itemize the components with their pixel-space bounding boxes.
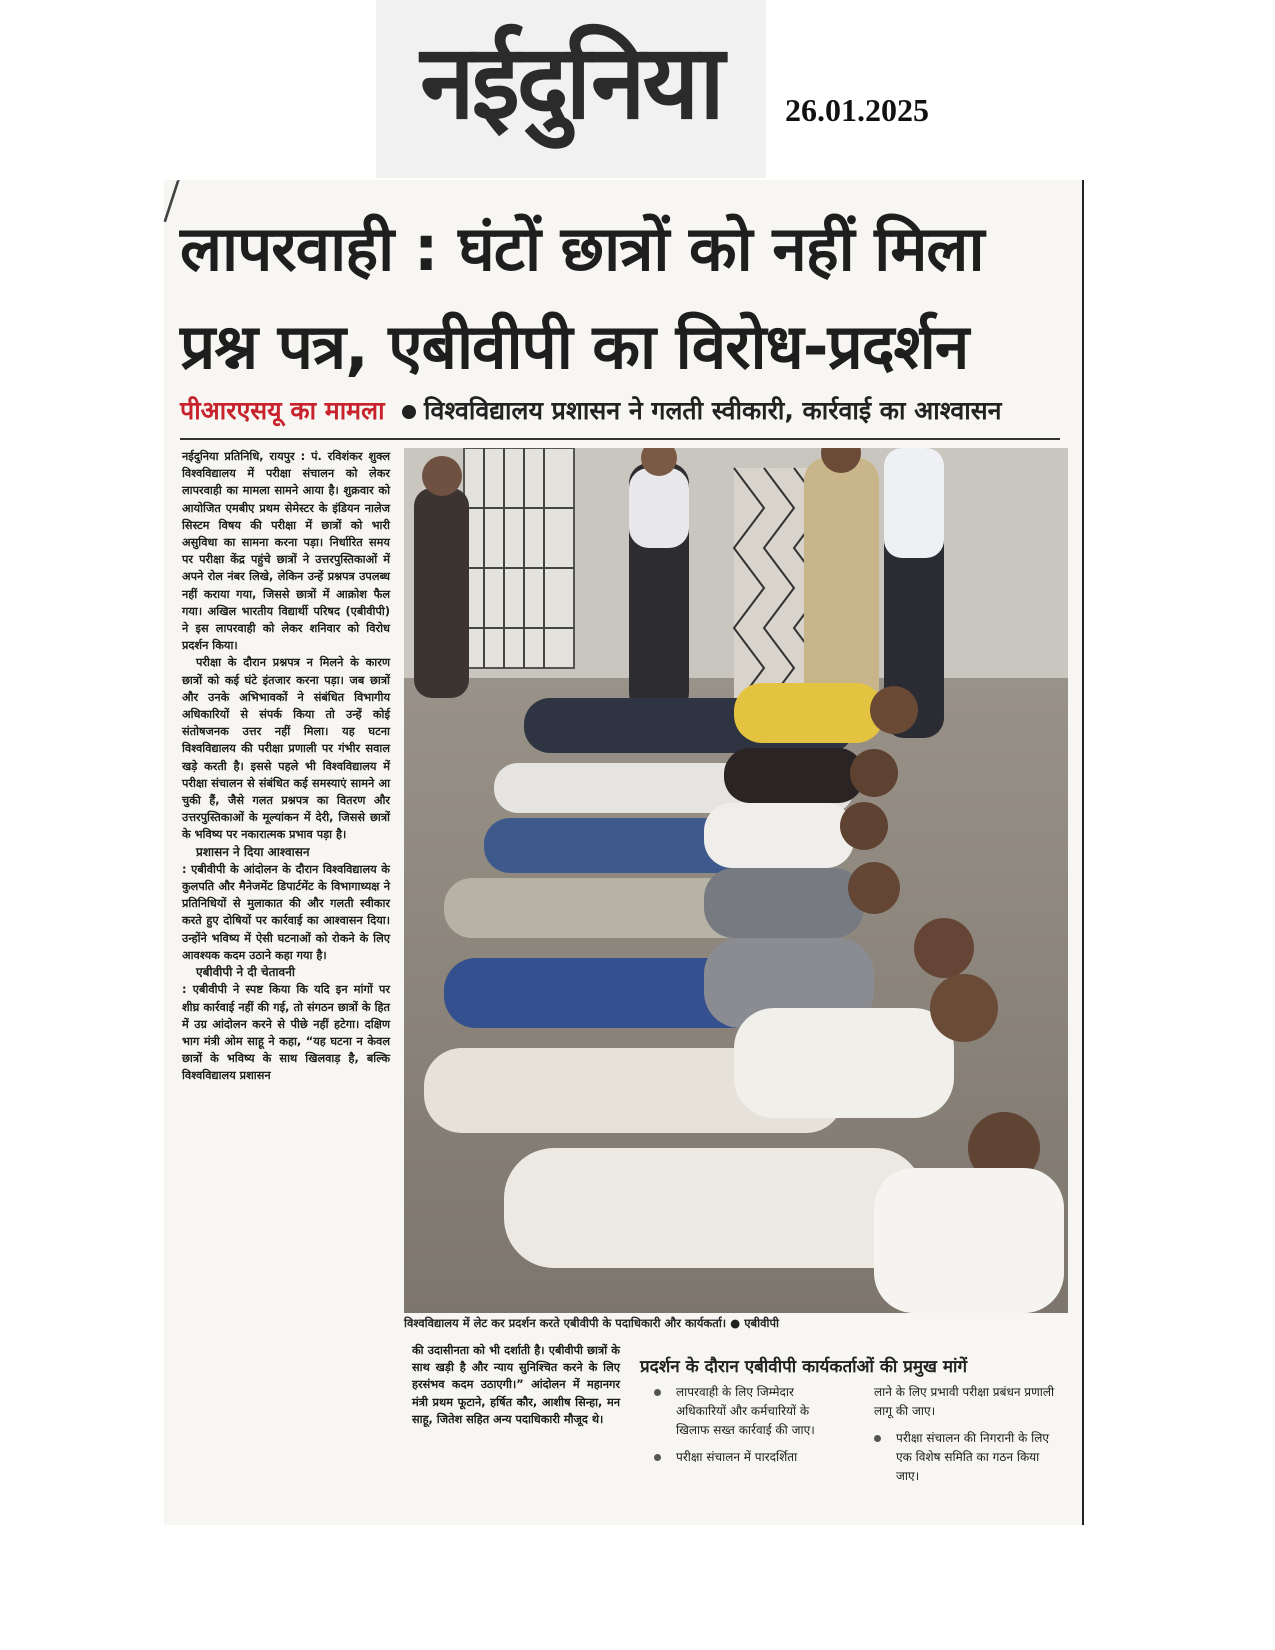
photo-caption: विश्वविद्यालय में लेट कर प्रदर्शन करते एबीवीपी के पदाधिकारी और कार्यकर्ता। ● एबीवीपी (404, 1316, 779, 1330)
section-subheading: प्रशासन ने दिया आश्वासन (196, 844, 310, 859)
paragraph: परीक्षा के दौरान प्रश्नपत्र न मिलने के कारण छात्रों को कई घंटे इंतजार करना पड़ा। जब छात्रों और उनके अभिभावकों ने संबंधित विभागीय अधिकारियों से संपर्क किया तो उन्हें कोई संतोषजनक उत्तर नहीं मिला। यह घटना विश्वविद्यालय की परीक्षा प्रणाली पर गंभीर सवाल खड़े करती है। इससे पहले भी विश्वविद्यालय में परीक्षा संचालन से संबंधित कई समस्याएं सामने आ चुकी हैं, जैसे गलत प्रश्नपत्र का वितरण और उत्तरपुस्तिकाओं के मूल्यांकन में देरी, जिससे छात्रों के भविष्य पर नकारात्मक प्रभाव पड़ा है। (182, 656, 390, 842)
edition-date: 26.01.2025 (785, 92, 929, 128)
protest-photo-illustration (404, 448, 1068, 1313)
subheadline (402, 393, 1002, 427)
demands-heading: प्रदर्शन के दौरान एबीवीपी कार्यकर्ताओं की प्रमुख मांगें (640, 1357, 968, 1377)
demand-text: लापरवाही के लिए जिम्मेदार अधिकारियों और कर्मचारियों के खिलाफ सख्त कार्रवाई की जाए। (676, 1385, 815, 1437)
article-column-2 (412, 1342, 620, 1428)
headline-line-2: प्रश्न पत्र, एबीवीपी का विरोध-प्रदर्शन (180, 310, 969, 383)
section-subheading: एबीवीपी ने दी चेतावनी (196, 965, 295, 980)
demand-text: लाने के लिए प्रभावी परीक्षा प्रबंधन प्रणाली लागू की जाए। (874, 1385, 1055, 1418)
bullet-icon (654, 1389, 661, 1396)
article-column-1 (182, 448, 390, 1085)
bullet-icon (874, 1435, 881, 1442)
paragraph: : एबीवीपी के आंदोलन के दौरान विश्वविद्यालय के कुलपति और मैनेजमेंट डिपार्टमेंट के विभागाध्यक्ष ने प्रतिनिधियों से मुलाकात की और गलती स्वीकार करते हुए दोषियों पर कार्रवाई का आश्वासन दिया। उन्होंने भविष्य में ऐसी घटनाओं को रोकने के लिए आवश्यक कदम उठाने कहा गया है। (182, 862, 390, 962)
headline-rule (180, 438, 1060, 440)
paragraph: नईदुनिया प्रतिनिधि, रायपुर : पं. रविशंकर शुक्ल विश्वविद्यालय में परीक्षा संचालन को लेकर लापरवाही का मामला सामने आया है। शुक्रवार को आयोजित एमबीए प्रथम सेमेस्टर के इंडियन नालेज सिस्टम विषय की परीक्षा में छात्रों को भारी असुविधा का सामना करना पड़ा। निर्धारित समय पर परीक्षा केंद्र पहुंचे छात्रों ने उत्तरपुस्तिकाओं में अपने रोल नंबर लिखे, लेकिन उन्हें प्रश्नपत्र उपलब्ध नहीं कराया गया, जिससे छात्रों में आक्रोश फैल गया। अखिल भारतीय विद्यार्थी परिषद (एबीवीपी) ने इस लापरवाही को लेकर शनिवार को विरोध प्रदर्शन किया। (182, 450, 390, 653)
protest-photo (404, 448, 1068, 1313)
clipping-edge (1082, 180, 1084, 1525)
bullet-icon (654, 1454, 661, 1461)
demand-item (650, 1448, 840, 1467)
demand-item-continued (874, 1383, 1060, 1421)
demands-column-right (870, 1383, 1060, 1494)
demands-column-left (650, 1383, 840, 1475)
demand-text: परीक्षा संचालन की निगरानी के लिए एक विशेष समिति का गठन किया जाए। (896, 1431, 1049, 1483)
subheadline-text: विश्वविद्यालय प्रशासन ने गलती स्वीकारी, कार्रवाई का आश्वासन (424, 396, 1002, 425)
paragraph: : एबीवीपी ने स्पष्ट किया कि यदि इन मांगों पर शीघ्र कार्रवाई नहीं की गई, तो संगठन छात्रों के हित में उग्र आंदोलन करने से पीछे नहीं हटेगा। दक्षिण भाग मंत्री ओम साहू ने कहा, “यह घटना न केवल छात्रों के भविष्य के साथ खिलवाड़ है, बल्कि विश्वविद्यालय प्रशासन (182, 983, 390, 1083)
demand-text: परीक्षा संचालन में पारदर्शिता (676, 1450, 798, 1464)
newspaper-masthead (376, 0, 766, 178)
demand-item (650, 1383, 840, 1440)
paragraph: की उदासीनता को भी दर्शाती है। एबीवीपी छात्रों के साथ खड़ी है और न्याय सुनिश्चित करने के लिए हरसंभव कदम उठाएगी।” आंदोलन में महानगर मंत्री प्रथम फूटाने, हर्षित कौर, आशीष सिन्हा, मन साहू, जितेश सहित अन्य पदाधिकारी मौजूद थे। (412, 1344, 620, 1426)
demand-item (870, 1429, 1060, 1486)
kicker: पीआरएसयू का मामला (180, 396, 385, 425)
newspaper-name: नईदुनिया (420, 23, 722, 143)
headline-line-1: लापरवाही : घंटों छात्रों को नहीं मिला (180, 212, 984, 285)
bullet-icon (402, 405, 416, 419)
